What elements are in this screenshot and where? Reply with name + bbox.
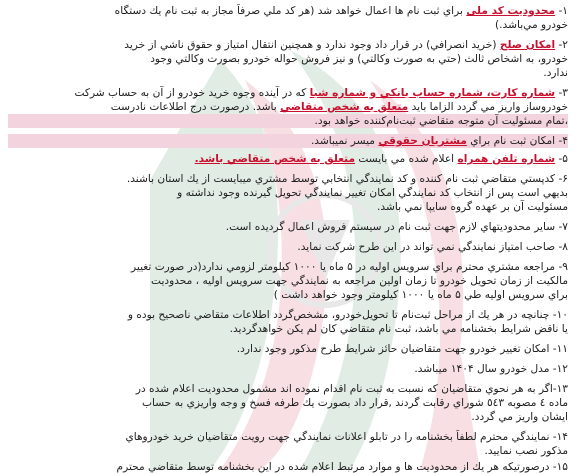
document-line — [8, 342, 568, 356]
document-line — [8, 186, 568, 200]
document-line — [8, 288, 568, 302]
line-text: ۱۰- چنانچه در هر يك از مراحل ثبت‌نام تا تحويل‌خودرو، مشخص‌گردد اطلاعات متقاضي ناصحيح بوده و — [127, 309, 568, 321]
line-text: خودرو، به اشخاص ثالث (حتي به صورت وکالتي) و نيز فروش حواله خودرو بصورت وکالتي وجود — [150, 53, 568, 65]
document-line — [8, 114, 568, 128]
line-text: ۶- کدپستي متقاضي ثبت نام کننده و کد نمايندگي انتخابي توسط مشتري ميبايست از يك استان باشند. — [126, 173, 568, 185]
line-text: ۲- — [555, 39, 568, 51]
line-text: مسئوليت آن بر عهده گروه سايپا نمي باشد. — [377, 201, 568, 213]
line-text: ۱۳-اگر به هر نحوي متقاضيان كه نسبت به ثبت نام اقدام نموده اند مشمول محدوديت اعلام شده در — [135, 383, 568, 395]
document-line — [8, 152, 568, 166]
line-text: که در آينده وجوه خريد خودرو از آن به حساب شرکت — [74, 87, 310, 99]
emphasized-text: شماره کارت، شماره حساب بانکي و شماره شبا — [309, 87, 556, 99]
document-line — [8, 66, 568, 80]
document-line — [8, 260, 568, 274]
line-text: ۱- — [555, 5, 568, 17]
line-text: خودرو مي‌باشد.) — [495, 19, 568, 31]
document-line — [8, 274, 568, 288]
line-text: ۷- ساير محدوديتهاي لازم جهت ثبت نام در سيستم فروش اعمال گرديده است. — [225, 221, 568, 233]
line-text: ۱۵- درصورتيكه هر يك از محدوديت ها و موارد مرتبط اعلام شده در اين بخشنامه توسط متقاضي محترم — [116, 461, 568, 473]
document-line — [8, 172, 568, 186]
emphasized-text: شماره تلفن همراه — [457, 153, 556, 165]
line-text: ۴- امکان ثبت نام براي — [466, 135, 568, 147]
emphasized-text: متعلق به شخص متقاضي باشد. — [194, 153, 356, 165]
document-line — [8, 444, 568, 458]
document-line — [8, 100, 568, 114]
line-text: ميسر نميباشد. — [310, 135, 379, 147]
document-line — [8, 38, 568, 52]
document-line — [8, 240, 568, 254]
document-line — [8, 220, 568, 234]
emphasized-text: متعلق به شخص متقاضي — [280, 101, 409, 113]
document-line — [8, 308, 568, 322]
line-text: ۹- مراجعه مشتري محترم براي سرويس اوليه در ۵ ماه يا ۱۰۰۰ کيلومتر لزومي ندارد(در صورت تغيير — [131, 261, 568, 273]
line-text: ۱۴- نمايندگي محترم لطفاً بخشنامه را در تابلو اعلانات نمايندگي جهت رويت متقاضيان خريد خودروهاي — [125, 431, 568, 443]
line-text: يا ناقض شرايط بخشنامه مي باشد، ثبت نام متقاضي كان لم يكن خواهدگرديد. — [229, 323, 568, 335]
document-line — [8, 86, 568, 100]
document-line — [8, 322, 568, 336]
line-text: (خرید انصرافي) در قرار داد وجود ندارد و همچنين انتقال امتياز و حقوق ناشي از خريد — [124, 39, 500, 51]
line-text: باشد. درصورت درج اطلاعات نادرست — [110, 101, 281, 113]
line-text: براي سرويس اوليه طي ۵ ماه يا ۱۰۰۰ کيلومتر وجود خواهد داشت ) — [273, 289, 568, 301]
line-text: ۱۲- مدل خودرو سال ۱۴۰۴ ميباشد. — [414, 363, 568, 375]
line-text: مذکور نصب نماييد. — [484, 445, 568, 457]
document-line — [8, 134, 568, 148]
emphasized-text: امکان صلح — [499, 39, 556, 51]
document-line — [8, 52, 568, 66]
document-line — [8, 382, 568, 396]
line-text: اعلام شده مي بايست — [355, 153, 458, 165]
line-text: ايشان واريز مي گردد. — [471, 411, 568, 423]
line-text: ۵- — [555, 153, 568, 165]
emphasized-text: مشتريان حقوقي — [378, 135, 467, 147]
line-text: خودروساز واريز مي گردد الزاما بايد — [408, 101, 568, 113]
document-line — [8, 430, 568, 444]
document-line — [8, 200, 568, 214]
document-line — [8, 410, 568, 424]
document-line — [8, 362, 568, 376]
document-line — [8, 460, 568, 474]
line-text: ۳- — [555, 87, 568, 99]
document-line — [8, 18, 568, 32]
line-text: ندارد. — [543, 67, 568, 79]
line-text: ،تمام مسئوليت آن متوجه متقاضي ثبت‌نام‌کننده خواهد بود. — [314, 115, 568, 127]
emphasized-text: محدودیت کد ملی — [466, 5, 556, 17]
line-text: ماده ٤ مصوبه ٥٤٣ شوراي رقابت گردند ,قرار داد بصورت يك طرفه فسخ و وجه واريزي به حساب — [142, 397, 568, 409]
line-text: مالكيت از زمان تحويل خودرو تا زمان اولين مراجعه به نمايندگي جهت سرويس اوليه ، محدوديت — [151, 275, 568, 287]
document-line — [8, 396, 568, 410]
line-text: ۱۱- امکان تغيير خودرو جهت متقاضيان حائز شرايط طرح مذكور وجود ندارد. — [236, 343, 568, 355]
line-text: براي ثبت نام ها اعمال خواهد شد (هر کد ملي صرفاً مجاز به ثبت نام يك دستگاه — [114, 5, 467, 17]
document-line — [8, 4, 568, 18]
line-text: ۸- صاحب امتياز نمايندگي نمي تواند در اين طرح شرکت نمايد. — [297, 241, 568, 253]
line-text: بديهي است پس از انتخاب کد نمايندگي امکان تغيير نمايندگي تحويل گيرنده وجود نداشته و — [177, 187, 568, 199]
